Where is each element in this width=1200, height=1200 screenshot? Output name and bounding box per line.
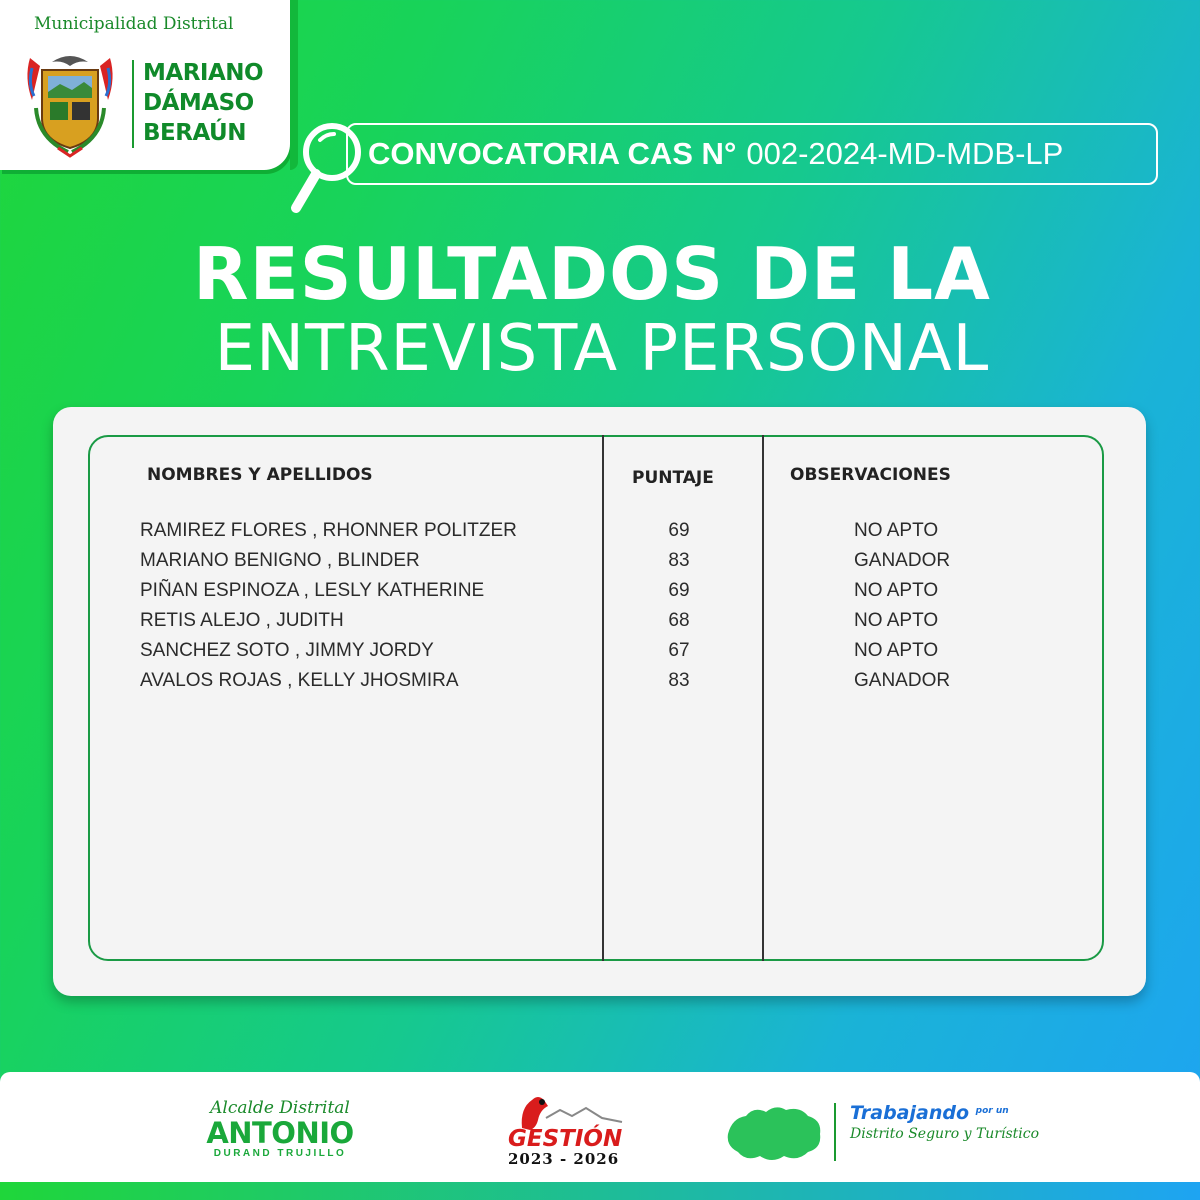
- cell-observation: GANADOR: [854, 550, 951, 571]
- page-subtitle: ENTREVISTA PERSONAL: [214, 312, 990, 386]
- header-score: PUNTAJE: [632, 468, 714, 488]
- header-divider: [132, 60, 134, 148]
- cell-name: MARIANO BENIGNO , BLINDER: [140, 550, 420, 571]
- municipal-crest-icon: [22, 48, 118, 158]
- municipality-name: [143, 58, 263, 148]
- page-title: RESULTADOS DE LA: [193, 232, 991, 316]
- district-tagline: [850, 1102, 1050, 1142]
- convocatoria-label: CONVOCATORIA CAS N°: [368, 136, 737, 171]
- cell-observation: NO APTO: [854, 640, 939, 661]
- municipality-name-line: MARIANO: [143, 60, 264, 86]
- convocatoria-code: 002-2024-MD-MDB-LP: [746, 136, 1064, 171]
- cell-observation: NO APTO: [854, 520, 939, 541]
- tagline-sub: Distrito Seguro y Turístico: [850, 1126, 1040, 1142]
- municipality-name-line: DÁMASO: [143, 90, 254, 116]
- tagline-small: por un: [975, 1106, 1009, 1116]
- cell-observation: GANADOR: [854, 670, 951, 691]
- cell-score: 83: [668, 550, 690, 571]
- mayor-logo: [204, 1098, 356, 1159]
- header-observation: OBSERVACIONES: [790, 465, 951, 485]
- cell-score: 69: [668, 580, 690, 601]
- table-row: [0, 520, 1200, 550]
- table-row: [0, 670, 1200, 700]
- cell-score: 67: [668, 640, 690, 661]
- cell-name: RETIS ALEJO , JUDITH: [140, 610, 344, 631]
- tagline-main: [850, 1102, 1050, 1124]
- gestion-years: 2023 - 2026: [508, 1150, 620, 1168]
- cell-name: AVALOS ROJAS , KELLY JHOSMIRA: [140, 670, 459, 691]
- mayor-title: Alcalde Distrital: [210, 1098, 350, 1118]
- footer-strip: [0, 1182, 1200, 1200]
- cell-name: SANCHEZ SOTO , JIMMY JORDY: [140, 640, 434, 661]
- municipality-logo-card: [0, 0, 290, 170]
- district-map-icon: [724, 1100, 826, 1166]
- cell-name: PIÑAN ESPINOZA , LESLY KATHERINE: [140, 580, 485, 601]
- gestion-logo: [502, 1088, 634, 1172]
- municipality-label: Municipalidad Distrital: [34, 14, 234, 34]
- table-row: [0, 550, 1200, 580]
- cell-score: 69: [668, 520, 690, 541]
- table-row: [0, 580, 1200, 610]
- municipality-name-line: BERAÚN: [143, 120, 246, 146]
- tagline-main-text: Trabajando: [850, 1102, 970, 1124]
- cell-observation: NO APTO: [854, 580, 939, 601]
- gestion-word: GESTIÓN: [508, 1126, 623, 1152]
- convocatoria-banner: [346, 123, 1158, 185]
- cell-observation: NO APTO: [854, 610, 939, 631]
- cell-score: 83: [668, 670, 690, 691]
- table-row: [0, 610, 1200, 640]
- footer-divider: [834, 1103, 836, 1161]
- mayor-surname: DURAND TRUJILLO: [213, 1148, 347, 1159]
- cell-score: 68: [668, 610, 690, 631]
- cell-name: RAMIREZ FLORES , RHONNER POLITZER: [140, 520, 517, 541]
- mayor-name: ANTONIO: [206, 1116, 354, 1150]
- table-row: [0, 640, 1200, 670]
- header-name: NOMBRES Y APELLIDOS: [147, 465, 373, 485]
